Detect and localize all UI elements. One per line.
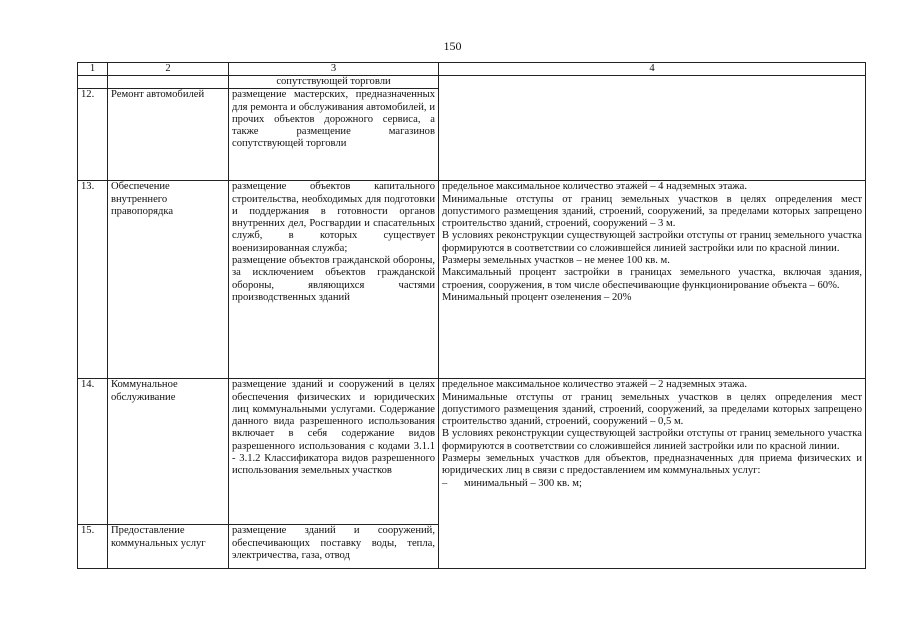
header-col-1: 1 — [78, 63, 108, 76]
table-row — [78, 181, 866, 379]
param-line: Размеры земельных участков для объектов, предназначенных для приема физических и юридических лиц в связи с предоставлением им коммунальных услуг: — [442, 453, 862, 477]
header-col-3: 3 — [229, 63, 439, 76]
param-line: предельное максимальное количество этажей – 2 надземных этажа. — [442, 379, 747, 391]
row-number: 13. — [78, 181, 108, 379]
row-description: сопутствующей торговли — [229, 76, 439, 89]
land-use-table — [77, 62, 866, 569]
table-header-row — [78, 63, 866, 76]
row-number — [78, 76, 108, 89]
row-name: Обеспечение внутреннего правопорядка — [108, 181, 229, 379]
param-line: Размеры земельных участков – не менее 100 кв. м. — [442, 255, 670, 267]
param-line: Минимальный процент озеленения – 20% — [442, 291, 632, 303]
param-line: предельное максимальное количество этажей – 4 надземных этажа. — [442, 181, 747, 193]
row-description-part-2: размещение объектов гражданской обороны, за исключением объектов гражданской обороны, являющихся частями производственных зданий — [232, 255, 435, 303]
row-number: 14. — [78, 379, 108, 525]
param-dash-item — [442, 478, 862, 490]
row-name: Предоставление коммунальных услуг — [108, 525, 229, 569]
header-col-4: 4 — [439, 63, 866, 76]
header-col-2: 2 — [108, 63, 229, 76]
row-description: размещение зданий и сооружений, обеспечивающих поставку воды, тепла, электричества, газа, отвод — [229, 525, 439, 569]
row-description-part-1: размещение объектов капитального строительства, необходимых для подготовки и поддержания в готовности органов внутренних дел, Росгвардии и спасательных служб, в которых существует военизированная служба; — [232, 181, 435, 254]
table-row — [78, 76, 866, 89]
row-number: 15. — [78, 525, 108, 569]
row-name — [108, 76, 229, 89]
row-name: Ремонт автомобилей — [108, 89, 229, 181]
param-line: В условиях реконструкции существующей застройки отступы от границ земельного участка формируются в соответствии со сложившейся линией застройки или по красной линии. — [442, 230, 862, 254]
param-line: В условиях реконструкции существующей застройки отступы от границ земельного участка формируются в соответствии со сложившейся линией застройки или по красной линии. — [442, 428, 862, 452]
row-number: 12. — [78, 89, 108, 181]
dash-marker: – — [442, 477, 448, 489]
row-description — [229, 181, 439, 379]
row-params-empty — [439, 76, 866, 181]
row-name: Коммунальное обслуживание — [108, 379, 229, 525]
param-line: Максимальный процент застройки в границах земельного участка, включая здания, строения, сооружения, в том числе обеспечивающие функционирование объекта – 60%. — [442, 267, 862, 291]
row-params — [439, 379, 866, 569]
row-params — [439, 181, 866, 379]
row-description: размещение мастерских, предназначенных для ремонта и обслуживания автомобилей, и прочих объектов дорожного сервиса, а также размещение магазинов сопутствующей торговли — [229, 89, 439, 181]
param-line: Минимальные отступы от границ земельных участков в целях определения мест допустимого размещения зданий, строений, сооружений, за пределами которых запрещено строительство зданий, строений, сооружений – 0,5 м. — [442, 391, 862, 428]
row-description: размещение зданий и сооружений в целях обеспечения физических и юридических лиц коммунальными услугами. Содержание данного вида разрешенного использования включает в себя содержание видов разрешенного использования с кодами 3.1.1 - 3.1.2 Классификатора видов разрешенного использования земельных участков — [229, 379, 439, 525]
param-dash-text: минимальный – 300 кв. м; — [464, 477, 582, 489]
table-row — [78, 379, 866, 525]
page-number: 150 — [443, 39, 462, 53]
param-line: Минимальные отступы от границ земельных участков в целях определения мест допустимого размещения зданий, строений, сооружений, за пределами которых запрещено строительство зданий, строений, сооружений – 3 м. — [442, 193, 862, 230]
